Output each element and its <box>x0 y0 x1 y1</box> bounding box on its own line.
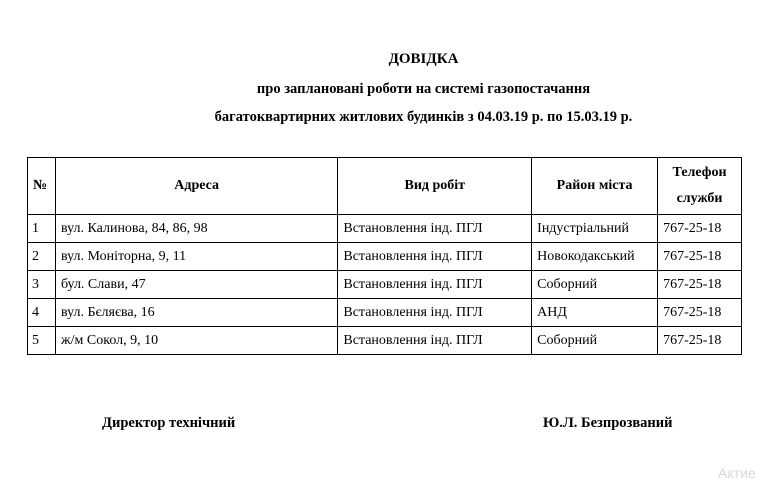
cell-num: 4 <box>28 299 56 327</box>
cell-phone: 767-25-18 <box>658 327 742 355</box>
cell-num: 2 <box>28 243 56 271</box>
column-header-phone-line-1: Телефон <box>672 165 727 180</box>
cell-district: Індустріальний <box>532 215 658 243</box>
document-title: ДОВІДКА <box>388 51 459 67</box>
cell-address: ж/м Сокол, 9, 10 <box>55 327 337 355</box>
signature-name: Ю.Л. Безпрозваний <box>543 415 673 431</box>
cell-district: Соборний <box>532 271 658 299</box>
document-subtitle-line-2: багатоквартирних житлових будинків з 04.03.19 р. по 15.03.19 р. <box>214 109 633 125</box>
cell-work: Встановлення інд. ПГЛ <box>338 271 532 299</box>
cell-address: вул. Калинова, 84, 86, 98 <box>55 215 337 243</box>
cell-address: вул. Моніторна, 9, 11 <box>55 243 337 271</box>
cell-num: 5 <box>28 327 56 355</box>
cell-work: Встановлення інд. ПГЛ <box>338 327 532 355</box>
table-row <box>28 271 742 299</box>
table-row <box>28 299 742 327</box>
cell-district: АНД <box>532 299 658 327</box>
cell-phone: 767-25-18 <box>658 215 742 243</box>
table-row <box>28 243 742 271</box>
column-header-address: Адреса <box>55 158 337 215</box>
column-header-phone <box>658 158 742 215</box>
column-header-district: Район міста <box>532 158 658 215</box>
table-row <box>28 327 742 355</box>
cell-phone: 767-25-18 <box>658 299 742 327</box>
cell-work: Встановлення інд. ПГЛ <box>338 243 532 271</box>
cell-num: 3 <box>28 271 56 299</box>
cell-address: вул. Бєляєва, 16 <box>55 299 337 327</box>
table-row <box>28 215 742 243</box>
cell-phone: 767-25-18 <box>658 271 742 299</box>
cell-work: Встановлення інд. ПГЛ <box>338 299 532 327</box>
column-header-phone-line-2: служби <box>676 191 723 206</box>
cell-phone: 767-25-18 <box>658 243 742 271</box>
column-header-work: Вид робіт <box>338 158 532 215</box>
cell-address: бул. Слави, 47 <box>55 271 337 299</box>
cell-district: Новокодакський <box>532 243 658 271</box>
cell-num: 1 <box>28 215 56 243</box>
cell-district: Соборний <box>532 327 658 355</box>
activation-watermark: Актие <box>718 465 756 481</box>
signature-position: Директор технічний <box>102 415 236 431</box>
cell-work: Встановлення інд. ПГЛ <box>338 215 532 243</box>
document-subtitle-line-1: про заплановані роботи на системі газопостачання <box>256 81 591 97</box>
column-header-num: № <box>28 158 56 215</box>
works-table <box>27 157 742 355</box>
table-header-row <box>28 158 742 215</box>
